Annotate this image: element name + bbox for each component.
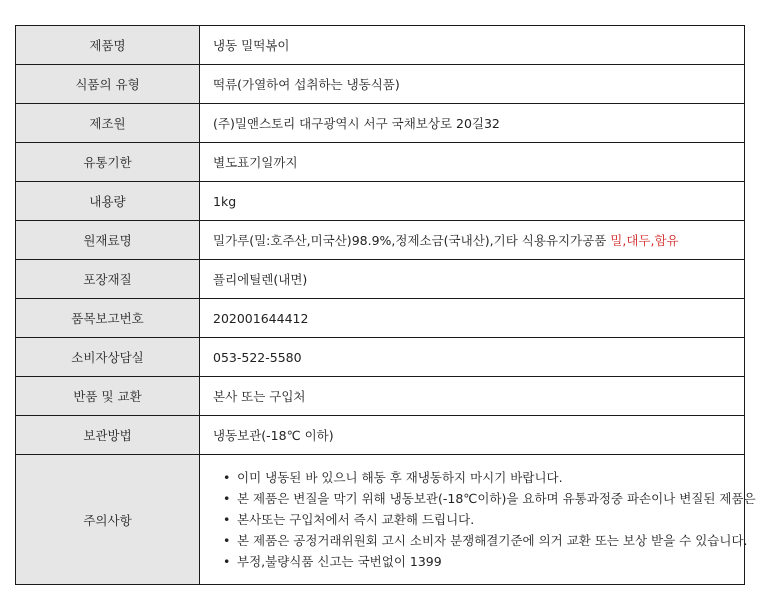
label-returns: 반품 및 교환 xyxy=(16,377,200,416)
caution-list xyxy=(213,467,756,572)
row-manufacturer xyxy=(16,104,745,143)
row-expiry xyxy=(16,143,745,182)
row-product-name xyxy=(16,26,745,65)
label-packaging: 포장재질 xyxy=(16,260,200,299)
caution-item: • 부정,불량식품 신고는 국번없이 1399 xyxy=(223,551,744,572)
value-net-weight: 1kg xyxy=(200,182,745,221)
label-report-number: 품목보고번호 xyxy=(16,299,200,338)
label-consumer-center: 소비자상담실 xyxy=(16,338,200,377)
label-ingredients: 원재료명 xyxy=(16,221,200,260)
caution-item: • 본 제품은 공정거래위원회 고시 소비자 분쟁해결기준에 의거 교환 또는 보상 받을 수 있습니다. xyxy=(223,530,744,551)
label-net-weight: 내용량 xyxy=(16,182,200,221)
row-returns xyxy=(16,377,745,416)
value-cautions xyxy=(200,455,756,585)
row-packaging xyxy=(16,260,745,299)
label-storage: 보관방법 xyxy=(16,416,200,455)
label-food-type: 식품의 유형 xyxy=(16,65,200,104)
value-storage: 냉동보관(-18℃ 이하) xyxy=(200,416,745,455)
row-storage xyxy=(16,416,745,455)
value-packaging: 플리에틸렌(내면) xyxy=(200,260,745,299)
value-food-type: 떡류(가열하여 섭취하는 냉동식품) xyxy=(200,65,745,104)
value-consumer-center: 053-522-5580 xyxy=(200,338,745,377)
row-net-weight xyxy=(16,182,745,221)
value-expiry: 별도표기일까지 xyxy=(200,143,745,182)
label-manufacturer: 제조원 xyxy=(16,104,200,143)
row-report-number xyxy=(16,299,745,338)
label-cautions: 주의사항 xyxy=(16,455,200,585)
value-product-name: 냉동 밀떡볶이 xyxy=(200,26,745,65)
label-product-name: 제품명 xyxy=(16,26,200,65)
caution-item: • 본 제품은 변질을 막기 위해 냉동보관(-18℃이하)을 요하며 유통과정중 파손이나 변질된 제품은 xyxy=(223,488,744,509)
product-info-table xyxy=(15,25,756,585)
value-manufacturer: (주)밀앤스토리 대구광역시 서구 국채보상로 20길32 xyxy=(200,104,745,143)
row-consumer-center xyxy=(16,338,745,377)
row-food-type xyxy=(16,65,745,104)
row-cautions xyxy=(16,455,745,585)
label-expiry: 유통기한 xyxy=(16,143,200,182)
caution-item: • 본사또는 구입처에서 즉시 교환해 드립니다. xyxy=(223,509,744,530)
value-ingredients xyxy=(200,221,745,260)
value-returns: 본사 또는 구입처 xyxy=(200,377,745,416)
value-report-number: 202001644412 xyxy=(200,299,745,338)
row-ingredients xyxy=(16,221,745,260)
ingredients-text: 밀가루(밀:호주산,미국산)98.9%,정제소금(국내산),기타 식용유지가공품 xyxy=(213,233,607,248)
allergen-warning: 밀,대두,함유 xyxy=(610,233,679,248)
caution-item: • 이미 냉동된 바 있으니 해동 후 재냉동하지 마시기 바랍니다. xyxy=(223,467,744,488)
